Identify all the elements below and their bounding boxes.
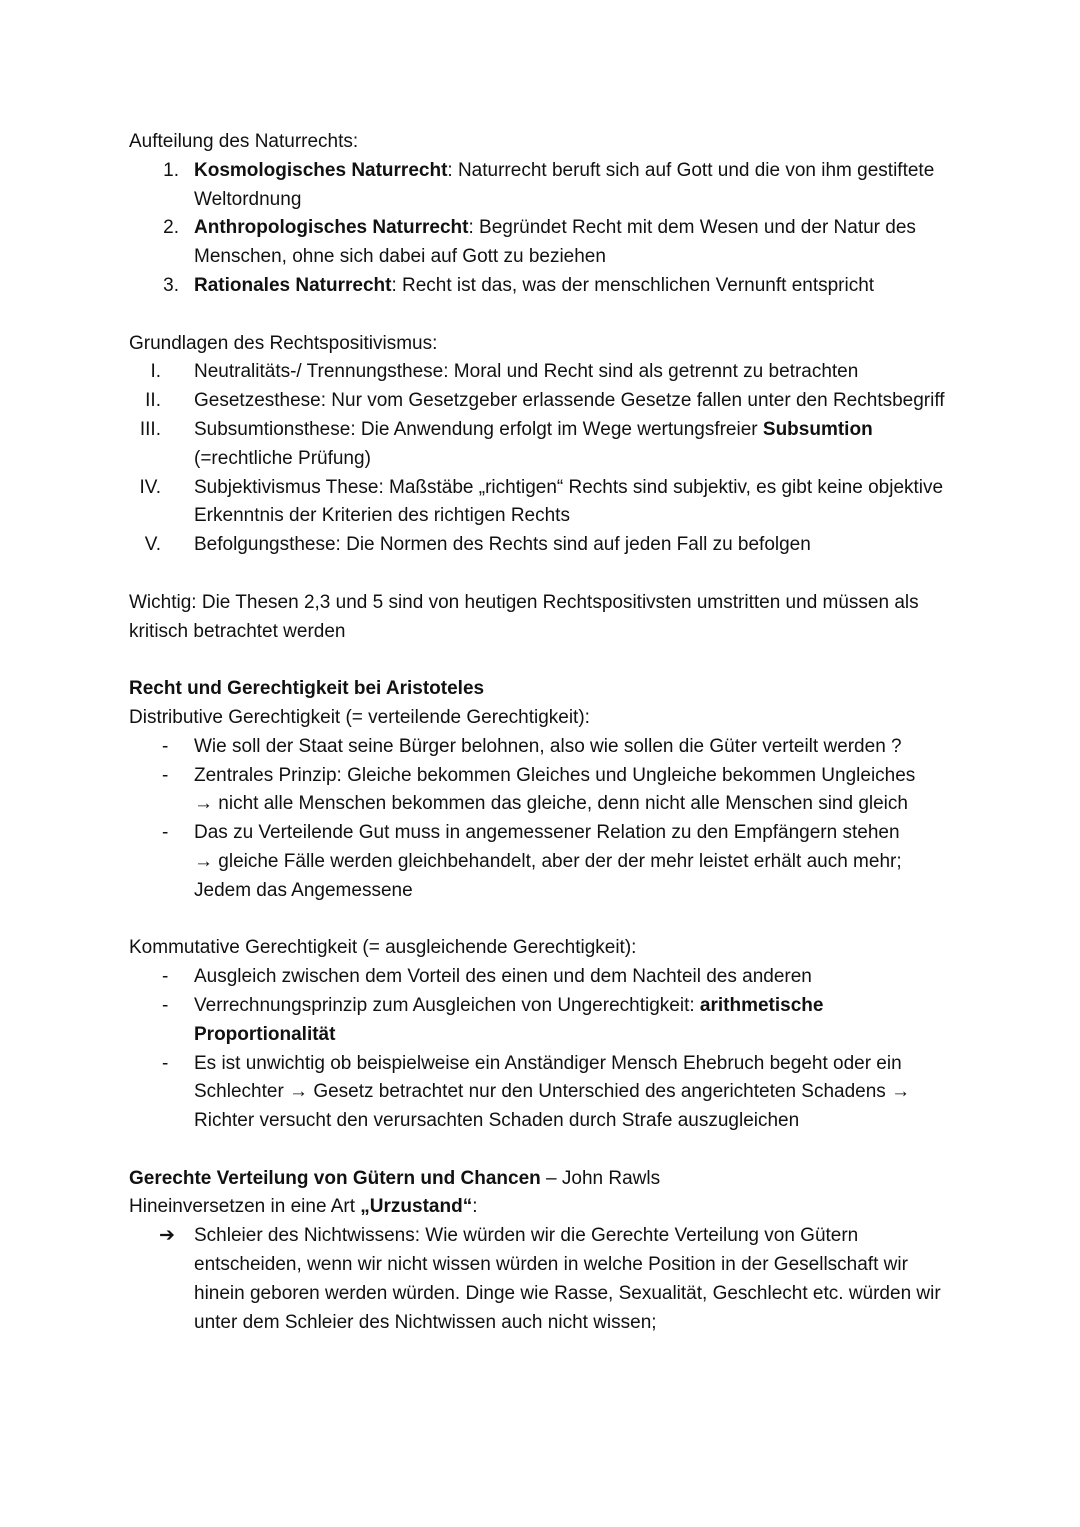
list-item <box>129 214 960 272</box>
list-item <box>129 157 960 215</box>
list-item <box>129 387 960 416</box>
distributive-list <box>129 733 960 906</box>
item-text: Schleier des Nichtwissens: Wie würden wir die Gerechte Verteilung von Gütern entscheiden, wenn wir nicht wissen würden in welche Position in der Gesellschaft wir hinein geboren werden würden. Dinge wie Rasse, Sexualität, Geschlecht etc. würden wir unter dem Schleier des Nichtwissen auch nicht wissen; <box>194 1225 941 1333</box>
list-item <box>129 474 960 532</box>
thesen-list <box>129 358 960 560</box>
dash-bullet: - <box>162 822 169 844</box>
list-item <box>129 762 960 820</box>
list-item <box>129 963 960 992</box>
list-item <box>129 416 960 474</box>
item-text: : Naturrecht beruft sich auf Gott und die von ihm gestiftete Weltordnung <box>194 159 935 210</box>
list-item <box>129 531 960 560</box>
list-number: 3. <box>163 274 179 296</box>
item-text: : Recht ist das, was der menschlichen Vernunft entspricht <box>391 274 875 296</box>
arrow-bullet-icon: ➔ <box>159 1225 175 1247</box>
item-term: Kosmologisches Naturrecht <box>194 159 448 181</box>
dash-bullet: - <box>162 966 169 988</box>
list-item <box>129 733 960 762</box>
kommutative-list <box>129 963 960 1136</box>
list-numeral: IV. <box>139 476 161 498</box>
heading-aristoteles <box>129 675 960 704</box>
urzustand-intro <box>129 1193 960 1222</box>
intro-bold: „Urzustand“ <box>360 1196 473 1218</box>
list-item <box>129 272 960 301</box>
intro-text: Hineinversetzen in eine Art <box>129 1196 361 1218</box>
list-item <box>129 358 960 387</box>
item-text-2: nicht alle Menschen bekommen das gleiche, denn nicht alle Menschen sind gleich <box>213 793 908 815</box>
item-text: Verrechnungsprinzip zum Ausgleichen von Ungerechtigkeit: <box>194 994 700 1016</box>
item-text-2: gleiche Fälle werden gleichbehandelt, aber der der mehr leistet erhält auch mehr; Jedem das Angemessene <box>194 850 902 901</box>
item-text: Ausgleich zwischen dem Vorteil des einen und dem Nachteil des anderen <box>194 966 812 988</box>
section-title: Gerechte Verteilung von Gütern und Chancen <box>129 1167 541 1189</box>
dash-bullet: - <box>162 735 169 757</box>
heading-naturrecht: Aufteilung des Naturrechts: <box>129 131 359 152</box>
heading-rawls <box>129 1165 960 1194</box>
item-text: Subjektivismus These: Maßstäbe „richtigen“ Rechts sind subjektiv, es gibt keine objektive Erkenntnis der Kriterien des richtigen Rechts <box>194 476 944 527</box>
item-text: Befolgungsthese: Die Normen des Rechts sind auf jeden Fall zu befolgen <box>194 534 811 556</box>
arrow-icon: → <box>194 850 213 872</box>
dash-bullet: - <box>162 994 169 1016</box>
dash-bullet: - <box>162 764 169 786</box>
item-bold: arithmetische Proportionalität <box>194 994 824 1045</box>
naturrecht-list <box>129 157 960 301</box>
subheading-kommutative: Kommutative Gerechtigkeit (= ausgleichende Gerechtigkeit): <box>129 937 637 959</box>
item-term: Anthropologisches Naturrecht <box>194 217 469 239</box>
list-numeral: I. <box>150 361 161 383</box>
list-numeral: III. <box>139 418 161 440</box>
section-title: Recht und Gerechtigkeit bei Aristoteles <box>129 678 485 700</box>
subheading-distributive: Distributive Gerechtigkeit (= verteilende Gerechtigkeit): <box>129 706 590 728</box>
list-numeral: II. <box>145 390 161 412</box>
item-text-2: Gesetz betrachtet nur den Unterschied des angerichteten Schadens <box>308 1081 892 1103</box>
arrow-list-item <box>129 1222 960 1337</box>
item-text-3: Richter versucht den verursachten Schaden durch Strafe auszugleichen <box>194 1110 800 1132</box>
item-text-2: (=rechtliche Prüfung) <box>194 447 371 469</box>
list-number: 2. <box>163 217 179 239</box>
item-text: Gesetzesthese: Nur vom Gesetzgeber erlassende Gesetze fallen unter den Rechtsbegriff <box>194 390 945 412</box>
item-text: Zentrales Prinzip: Gleiche bekommen Gleiches und Ungleiche bekommen Ungleiches <box>194 764 916 786</box>
intro-end: : <box>472 1196 478 1218</box>
item-bold: Subsumtion <box>762 418 873 440</box>
list-number: 1. <box>163 159 179 181</box>
item-text: Subsumtionsthese: Die Anwendung erfolgt im Wege wertungsfreier <box>194 418 763 440</box>
list-item <box>129 992 960 1050</box>
list-item <box>129 1050 960 1136</box>
heading-rechtspositivismus: Grundlagen des Rechtspositivismus: <box>129 332 438 354</box>
item-text: Es ist unwichtig ob beispielweise ein Anständiger Mensch Ehebruch begeht oder ein Schlechter <box>194 1052 902 1103</box>
item-text: Das zu Verteilende Gut muss in angemessener Relation zu den Empfängern stehen <box>194 822 900 844</box>
arrow-icon: → <box>891 1081 911 1103</box>
list-numeral: V. <box>144 534 161 556</box>
item-text: Wie soll der Staat seine Bürger belohnen, also wie sollen die Güter verteilt werden ? <box>194 735 902 757</box>
list-item <box>129 819 960 905</box>
item-term: Rationales Naturrecht <box>194 274 392 296</box>
author-name: – John Rawls <box>540 1167 661 1189</box>
item-text: : Begründet Recht mit dem Wesen und der Natur des Menschen, ohne sich dabei auf Gott zu beziehen <box>194 217 916 268</box>
dash-bullet: - <box>162 1052 169 1074</box>
item-text: Neutralitäts-/ Trennungsthese: Moral und Recht sind als getrennt zu betrachten <box>194 361 859 383</box>
arrow-icon: → <box>289 1081 309 1103</box>
arrow-icon: → <box>194 793 213 815</box>
note-wichtig: Wichtig: Die Thesen 2,3 und 5 sind von heutigen Rechtspositivsten umstritten und müssen als kritisch betrachtet werden <box>129 591 919 642</box>
